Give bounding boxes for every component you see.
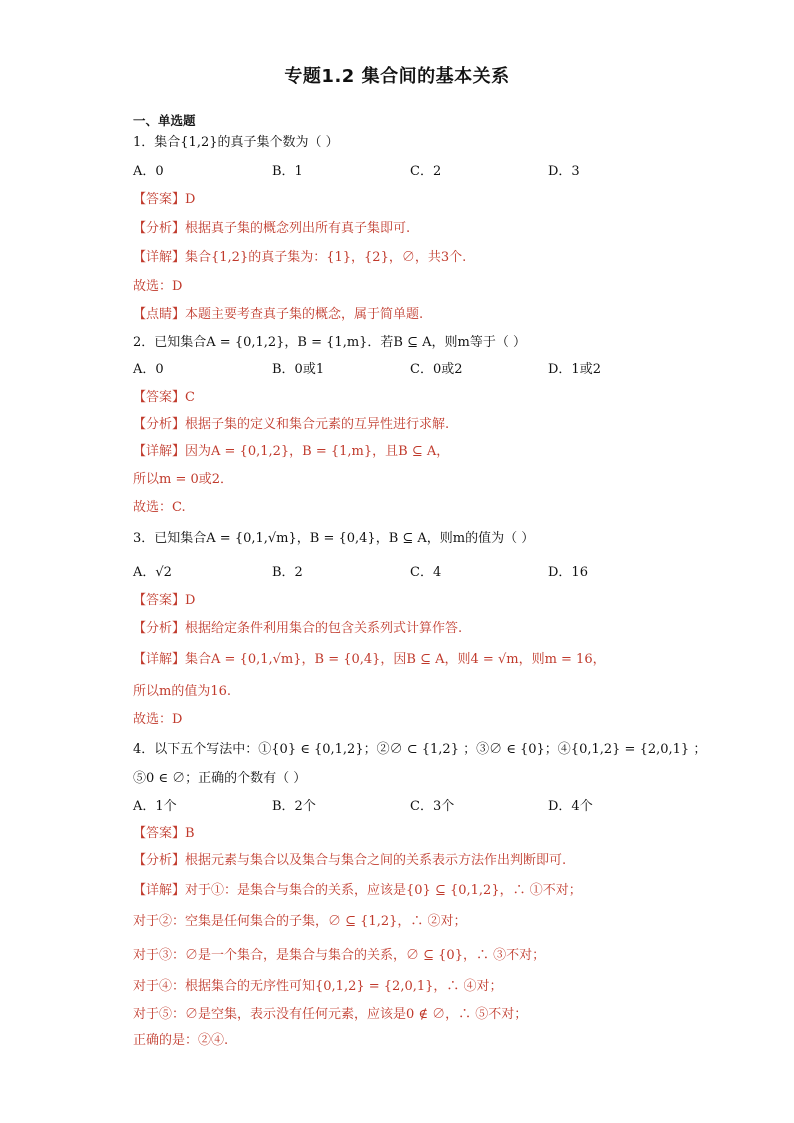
q4-detail-1: 【详解】对于①：是集合与集合的关系，应该是{0} ⊆ {0,1,2}，∴ ①不对； (133, 883, 582, 898)
q4-answer: 【答案】B (133, 826, 195, 841)
q4-detail-3: 对于③：∅是一个集合，是集合与集合的关系，∅ ⊆ {0}，∴ ③不对； (133, 948, 546, 963)
q1-option-a: A．0 (133, 164, 164, 179)
q3-option-b: B．2 (272, 565, 303, 580)
q3-option-c: C．4 (410, 565, 442, 580)
q1-option-b: B．1 (272, 164, 303, 179)
q4-option-c: C．3个 (410, 799, 455, 814)
q2-option-c: C．0或2 (410, 362, 463, 377)
q2-option-b: B．0或1 (272, 362, 325, 377)
q1-option-c: C．2 (410, 164, 442, 179)
q1-option-d: D．3 (548, 164, 580, 179)
question-3: 3．已知集合A = {0,1,√m}，B = {0,4}，B ⊆ A，则m的值为（ ） (133, 531, 535, 546)
q4-detail-2: 对于②：空集是任何集合的子集，∅ ⊆ {1,2}，∴ ②对； (133, 914, 467, 929)
q3-choice: 故选：D (133, 712, 183, 727)
page-title: 专题1.2 集合间的基本关系 (284, 66, 510, 87)
q4-option-b: B．2个 (272, 799, 316, 814)
q2-analysis: 【分析】根据子集的定义和集合元素的互异性进行求解. (133, 417, 450, 432)
q1-comment: 【点睛】本题主要考查真子集的概念，属于简单题. (133, 307, 424, 322)
q4-detail-5: 对于⑤：∅是空集，表示没有任何元素，应该是0 ∉ ∅，∴ ⑤不对； (133, 1007, 528, 1022)
q1-detail: 【详解】集合{1,2}的真子集为：{1}，{2}，∅，共3个. (133, 250, 467, 265)
q4-option-d: D．4个 (548, 799, 593, 814)
question-4-cont: ⑤0 ∈ ∅；正确的个数有（ ） (133, 771, 307, 786)
q2-option-a: A．0 (133, 362, 164, 377)
q1-analysis: 【分析】根据真子集的概念列出所有真子集即可. (133, 221, 411, 236)
q2-detail: 【详解】因为A = {0,1,2}，B = {1,m}，且B ⊆ A， (133, 444, 450, 459)
question-1: 1．集合{1,2}的真子集个数为（ ） (133, 135, 339, 150)
q2-option-d: D．1或2 (548, 362, 601, 377)
q2-answer: 【答案】C (133, 390, 195, 405)
q1-answer: 【答案】D (133, 192, 196, 207)
q4-analysis: 【分析】根据元素与集合以及集合与集合之间的关系表示方法作出判断即可. (133, 853, 567, 868)
q3-option-a: A．√2 (133, 565, 172, 580)
section-heading: 一、单选题 (133, 113, 196, 128)
q4-detail-4: 对于④：根据集合的无序性可知{0,1,2} = {2,0,1}，∴ ④对； (133, 979, 503, 994)
q3-analysis: 【分析】根据给定条件利用集合的包含关系列式计算作答. (133, 621, 463, 636)
q3-answer: 【答案】D (133, 593, 196, 608)
q3-detail: 【详解】集合A = {0,1,√m}，B = {0,4}，因B ⊆ A，则4 = √m，则m = 16， (133, 652, 606, 667)
question-4: 4．以下五个写法中：①{0} ∈ {0,1,2}；②∅ ⊂ {1,2} ；③∅ ∈ {0}；④{0,1,2} = {2,0,1} ； (133, 742, 707, 757)
question-2: 2．已知集合A = {0,1,2}，B = {1,m}．若B ⊆ A，则m等于（ ） (133, 335, 526, 350)
q3-option-d: D．16 (548, 565, 588, 580)
q4-option-a: A．1个 (133, 799, 177, 814)
q2-detail-2: 所以m = 0或2． (133, 472, 234, 487)
q1-choice: 故选：D (133, 279, 183, 294)
q3-detail-2: 所以m的值为16. (133, 684, 232, 699)
q4-conclusion: 正确的是：②④. (133, 1033, 229, 1048)
q2-choice: 故选：C. (133, 500, 186, 515)
